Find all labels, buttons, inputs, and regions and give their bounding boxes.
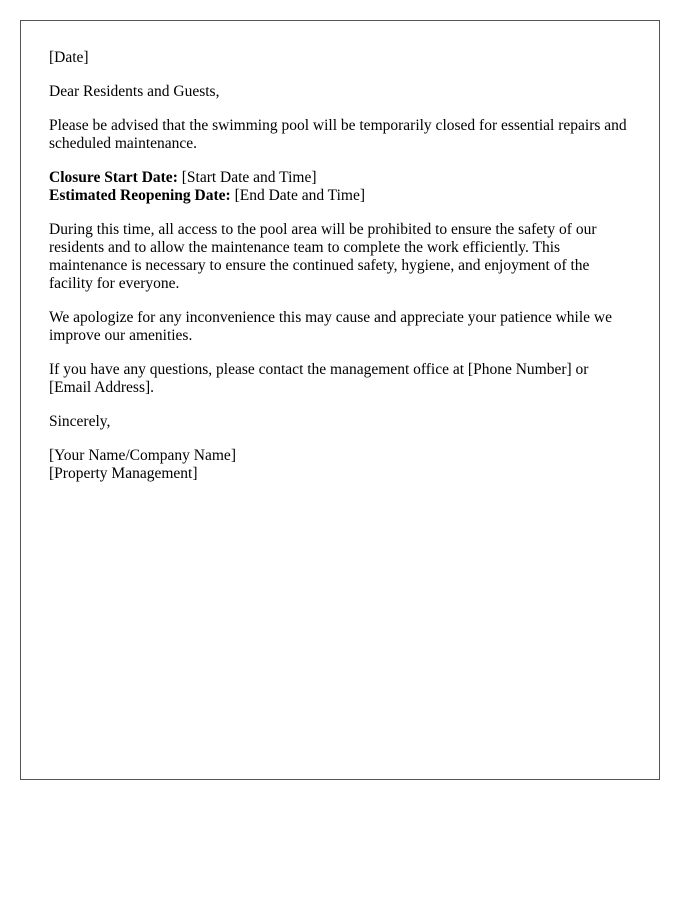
letter-closing: Sincerely, (49, 413, 111, 430)
letter-page (20, 20, 660, 780)
closure-dates (49, 169, 631, 205)
signature-block (49, 447, 631, 483)
reopening-label: Estimated Reopening Date: (49, 187, 231, 204)
reopening-line (49, 187, 631, 205)
letter-intro: Please be advised that the swimming pool will be temporarily closed for essential repairs and scheduled maintenance. (49, 117, 627, 152)
letter-greeting: Dear Residents and Guests, (49, 83, 220, 100)
letter-body-apology: We apologize for any inconvenience this may cause and appreciate your patience while we improve our amenities. (49, 309, 612, 344)
closure-start-line (49, 169, 631, 187)
closure-start-value: [Start Date and Time] (177, 169, 317, 186)
closure-start-label: Closure Start Date: (49, 169, 178, 186)
letter-date: [Date] (49, 49, 89, 66)
signature-org: [Property Management] (49, 465, 198, 482)
signature-name: [Your Name/Company Name] (49, 447, 236, 464)
reopening-value: [End Date and Time] (230, 187, 366, 204)
letter-body-contact: If you have any questions, please contact the management office at [Phone Number] or [Email Address]. (49, 361, 589, 396)
letter-body-access: During this time, all access to the pool area will be prohibited to ensure the safety of our residents and to allow the maintenance team to complete the work efficiently. This maintenance is necessary to ensure the continued safety, hygiene, and enjoyment of the facility for everyone. (49, 221, 597, 292)
